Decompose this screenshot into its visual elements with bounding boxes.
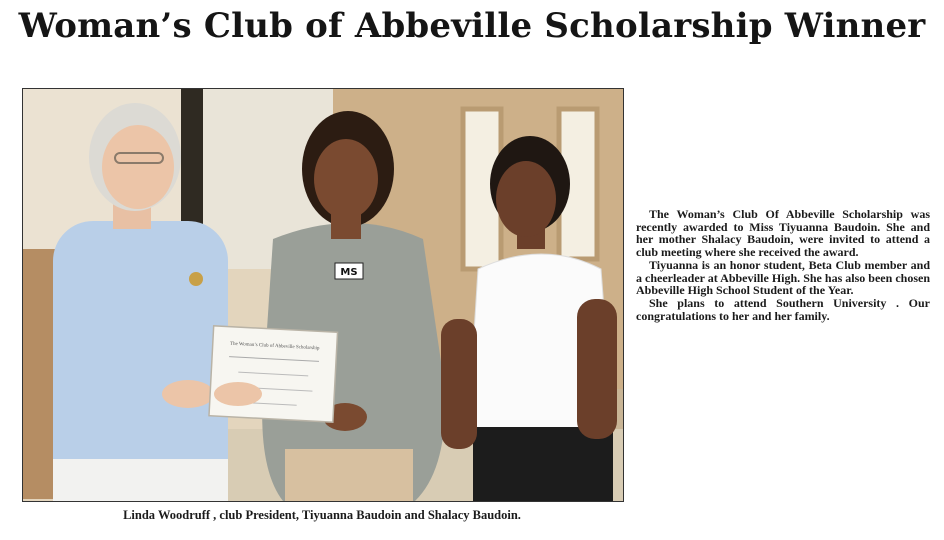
scholarship-certificate — [209, 326, 338, 422]
scholarship-photo — [22, 88, 624, 502]
article-paragraph: She plans to attend Southern University . Our congratulations to her and her family. — [636, 295, 930, 323]
article-headline: Woman’s Club of Abbeville Scholarship Winner — [18, 6, 926, 46]
article-body — [636, 208, 930, 322]
certificate-title: The Woman’s Club of Abbeville Scholarship — [229, 341, 320, 352]
photo-caption: Linda Woodruff , club President, Tiyuanna Baudoin and Shalacy Baudoin. — [123, 508, 521, 522]
article-paragraph: The Woman’s Club Of Abbeville Scholarship was recently awarded to Miss Tiyuanna Baudoin. She and her mother Shalacy Baudoin, were invited to attend a club meeting where she received the award. — [636, 207, 930, 260]
article-paragraph: Tiyuanna is an honor student, Beta Club member and a cheerleader at Abbeville High. She has also been chosen Abbeville High School Student of the Year. — [636, 257, 930, 298]
photo-doorframe — [181, 89, 203, 239]
shirt-logo-text: MS — [340, 267, 358, 278]
